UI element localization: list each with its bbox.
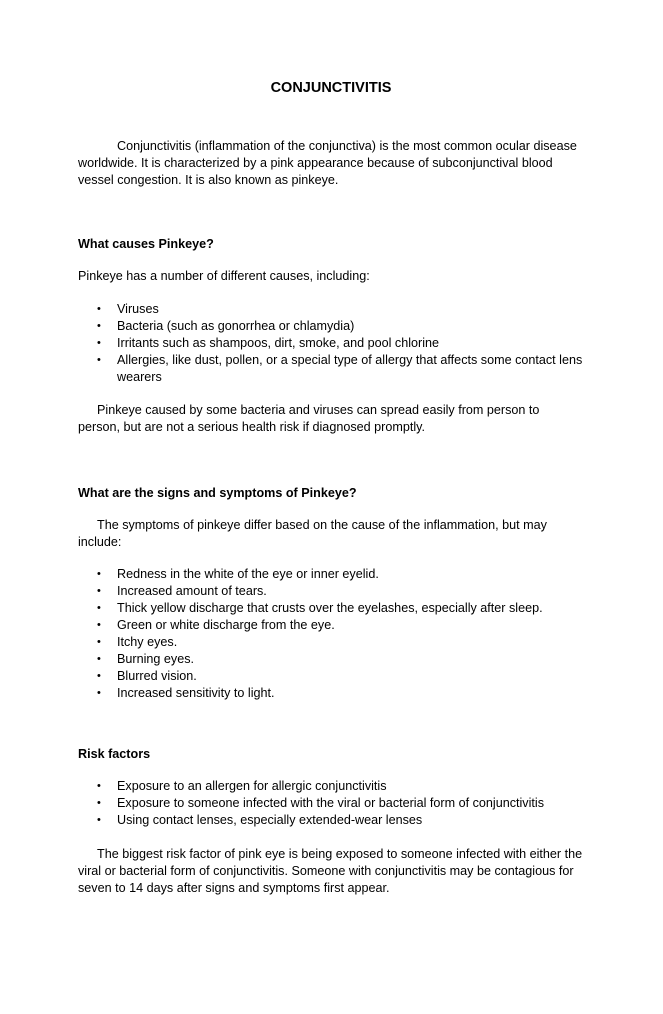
list-item: • Using contact lenses, especially extended-wear lenses — [97, 813, 423, 827]
list-item: • Itchy eyes. — [97, 635, 178, 649]
bullet-icon: • — [97, 585, 101, 597]
risk-list — [78, 778, 584, 829]
bullet-icon: • — [97, 303, 101, 315]
bullet-icon: • — [97, 653, 101, 665]
causes-heading: What causes Pinkeye? — [78, 237, 214, 251]
bullet-icon: • — [97, 636, 101, 648]
causes-lead: Pinkeye has a number of different causes, including: — [78, 269, 370, 283]
intro-paragraph: Conjunctivitis (inflammation of the conjunctiva) is the most common ocular disease worldwide. It is characterized by a pink appearance because of subconjunctival blood vessel congestion. It is also known as pinkeye. — [78, 139, 577, 187]
list-item: • Allergies, like dust, pollen, or a special type of allergy that affects some contact lens wearers — [97, 353, 583, 384]
list-item: • Increased amount of tears. — [97, 584, 267, 598]
bullet-icon: • — [97, 354, 101, 366]
list-item: • Blurred vision. — [97, 669, 197, 683]
list-item: • Increased sensitivity to light. — [97, 686, 275, 700]
list-item: • Exposure to an allergen for allergic conjunctivitis — [97, 779, 387, 793]
bullet-icon: • — [97, 320, 101, 332]
bullet-icon: • — [97, 814, 101, 826]
bullet-icon: • — [97, 687, 101, 699]
bullet-icon: • — [97, 568, 101, 580]
bullet-icon: • — [97, 619, 101, 631]
list-item: • Burning eyes. — [97, 652, 195, 666]
bullet-icon: • — [97, 780, 101, 792]
list-item: • Irritants such as shampoos, dirt, smoke, and pool chlorine — [97, 336, 439, 350]
causes-closing: Pinkeye caused by some bacteria and viruses can spread easily from person to person, but are not a serious health risk if diagnosed promptly. — [78, 403, 540, 434]
list-item: • Green or white discharge from the eye. — [97, 618, 335, 632]
list-item: • Redness in the white of the eye or inner eyelid. — [97, 567, 379, 581]
risk-closing: The biggest risk factor of pink eye is being exposed to someone infected with either the viral or bacterial form of conjunctivitis. Someone with conjunctivitis may be contagious for seven to 14 days after signs and symptoms first appear. — [78, 847, 583, 895]
list-item: • Viruses — [97, 302, 159, 316]
symptoms-lead: The symptoms of pinkeye differ based on the cause of the inflammation, but may include: — [78, 518, 547, 549]
bullet-icon: • — [97, 797, 101, 809]
risk-heading: Risk factors — [78, 747, 151, 761]
bullet-icon: • — [97, 670, 101, 682]
bullet-icon: • — [97, 337, 101, 349]
bullet-icon: • — [97, 602, 101, 614]
list-item: • Exposure to someone infected with the viral or bacterial form of conjunctivitis — [97, 796, 544, 810]
list-item: • Bacteria (such as gonorrhea or chlamydia) — [97, 319, 355, 333]
document-title: CONJUNCTIVITIS — [270, 80, 392, 96]
symptoms-heading: What are the signs and symptoms of Pinkeye? — [78, 486, 357, 500]
causes-list — [78, 301, 584, 386]
list-item: • Thick yellow discharge that crusts over the eyelashes, especially after sleep. — [97, 601, 543, 615]
symptoms-list — [78, 566, 584, 702]
